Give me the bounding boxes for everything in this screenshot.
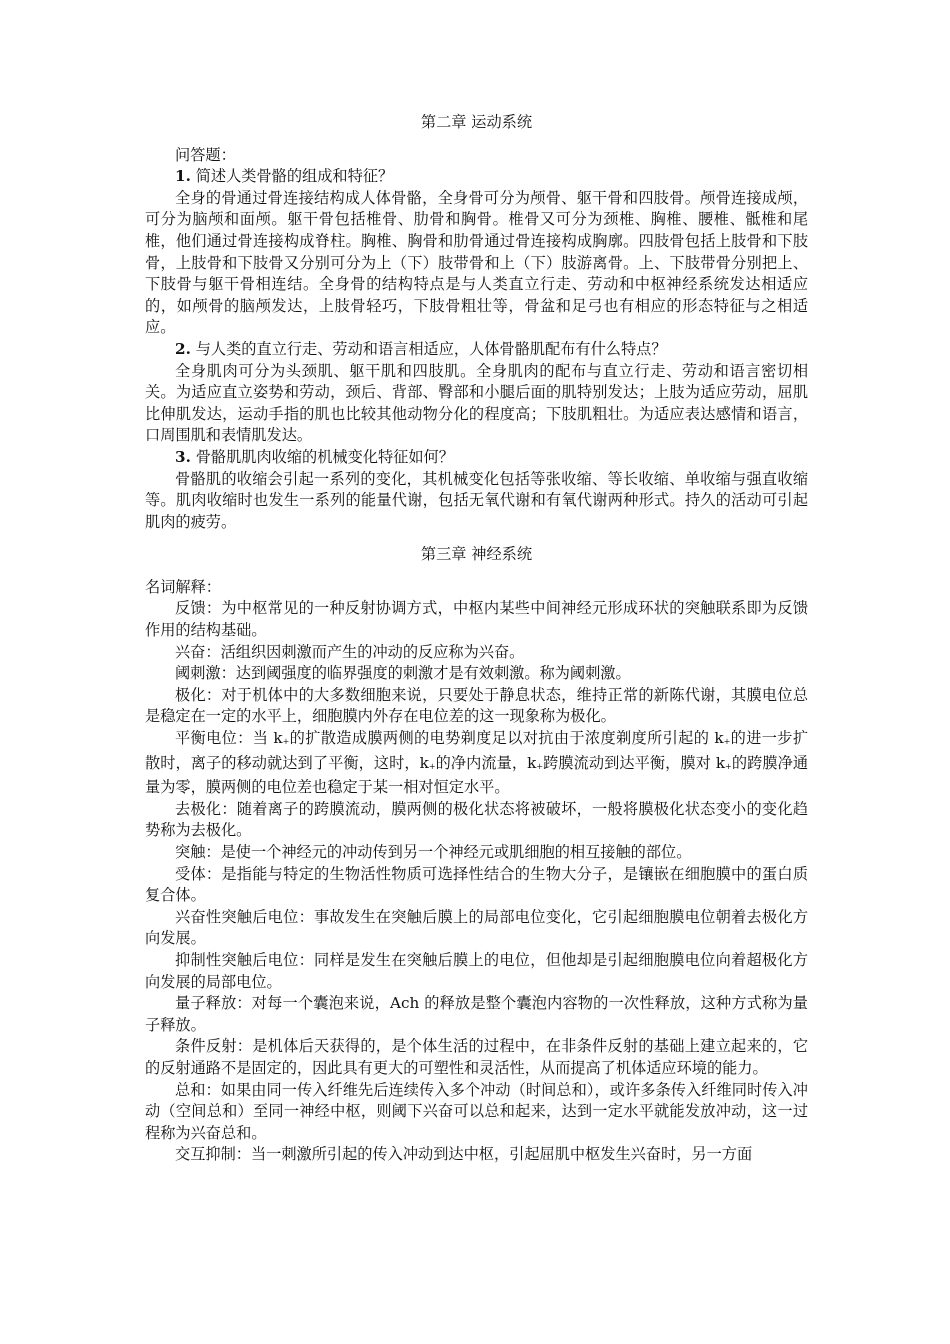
plus-subscript: + xyxy=(282,737,290,747)
term-depolarization: 去极化：随着离子的跨膜流动，膜两侧的极化状态将被破坏，一般将膜极化状态变小的变化趋势称为去极化。 xyxy=(145,799,808,840)
balance-text-f: 的跨膜净通量为零，膜两侧的电位差也稳定于某一相对恒定水平。 xyxy=(145,753,809,797)
balance-text-d: 的净内流量，k xyxy=(435,753,537,772)
term-polarization: 极化：对于机体中的大多数细胞来说，只要处于静息状态，维持正常的新陈代谢，其膜电位总是稳定在一定的水平上，细胞膜内外存在电位差的这一现象称为极化。 xyxy=(145,685,808,726)
question-2 xyxy=(145,339,808,361)
term-equilibrium-potential xyxy=(145,728,808,799)
term-summation: 总和：如果由同一传入纤维先后连续传入多个冲动（时间总和），或许多条传入纤维同时传入冲动（空间总和）至同一神经中枢，则阈下兴奋可以总和起来，达到一定水平就能发放冲动，这一过程称为兴奋总和。 xyxy=(145,1080,808,1142)
balance-text-b: 的扩散造成膜两侧的电势剃度足以对抗由于浓度剃度所引起的 k xyxy=(289,729,724,748)
plus-subscript: + xyxy=(723,737,731,747)
term-epsp: 兴奋性突触后电位：事故发生在突触后膜上的局部电位变化，它引起细胞膜电位朝着去极化方向发展。 xyxy=(145,907,808,948)
term-ipsp: 抑制性突触后电位：同样是发生在突触后膜上的电位，但他却是引起细胞膜电位向着超极化方向发展的局部电位。 xyxy=(145,950,808,991)
plus-subscript: + xyxy=(725,761,732,771)
term-conditioned-reflex: 条件反射：是机体后天获得的，是个体生活的过程中，在非条件反射的基础上建立起来的，它的反射通路不是固定的，因此具有更大的可塑性和灵活性，从而提高了机体适应环境的能力。 xyxy=(145,1037,808,1077)
question-number: 1. xyxy=(175,167,191,186)
term-receptor: 受体：是指能与特定的生物活性物质可选择性结合的生物大分子，是镶嵌在细胞膜中的蛋白质复合体。 xyxy=(145,864,808,905)
answer-3: 骨骼肌的收缩会引起一系列的变化，其机械变化包括等张收缩、等长收缩、单收缩与强直收缩等。肌肉收缩时也发生一系列的能量代谢，包括无氧代谢和有氧代谢两种形式。持久的活动可引起肌肉的疲劳。 xyxy=(145,469,808,531)
balance-text-c: 的进一步扩散时，离子的移动就达到了平衡，这时，k xyxy=(145,729,809,772)
answer-2: 全身肌肉可分为头颈肌、躯干肌和四肢肌。全身肌肉的配布与直立行走、劳动和语言密切相关。为适应直立姿势和劳动，颈后、背部、臀部和小腿后面的肌特别发达；上肢为适应劳动，屈肌比伸肌发达，运动手指的肌也比较其他动物分化的程度高；下肢肌粗壮。为适应表达感情和语言，口周围肌和表情肌发达。 xyxy=(145,361,808,445)
term-reciprocal-inhibition: 交互抑制：当一刺激所引起的传入冲动到达中枢，引起屈肌中枢发生兴奋时，另一方面 xyxy=(175,1145,753,1164)
chapter3-title: 第三章 神经系统 xyxy=(420,545,533,564)
question-3 xyxy=(145,447,808,469)
term-feedback: 反馈：为中枢常见的一种反射协调方式，中枢内某些中间神经元形成环状的突触联系即为反馈作用的结构基础。 xyxy=(145,599,808,640)
balance-text-a: 平衡电位：当 k xyxy=(175,729,283,748)
term-threshold-stimulus: 阈刺激：达到阈强度的临界强度的刺激才是有效刺激。称为阈刺激。 xyxy=(175,664,631,683)
question-text: 简述人类骨骼的组成和特征？ xyxy=(195,167,394,186)
answer-1: 全身的骨通过骨连接结构成人体骨骼，全身骨可分为颅骨、躯干骨和四肢骨。颅骨连接成颅，可分为脑颅和面颅。躯干骨包括椎骨、肋骨和胸骨。椎骨又可分为颈椎、胸椎、腰椎、骶椎和尾椎，他们通过骨连接构成脊柱。胸椎、胸骨和肋骨通过骨连接构成胸廓。四肢骨包括上肢骨和下肢骨，上肢骨和下肢骨又分别可分为上（下）肢带骨和上（下）肢游离骨。上、下肢带骨分别把上、下肢骨与躯干骨相连结。全身骨的结构特点是与人类直立行走、劳动和中枢神经系统发达相适应的，如颅骨的脑颅发达，上肢骨轻巧，下肢骨粗壮等，骨盆和足弓也有相应的形态特征与之相适应。 xyxy=(145,188,808,337)
question-number: 2. xyxy=(175,339,191,358)
term-quantal-release: 量子释放：对每一个囊泡来说，Ach 的释放是整个囊泡内容物的一次性释放，这种方式称为量子释放。 xyxy=(145,994,808,1034)
question-number: 3. xyxy=(175,447,191,466)
plus-subscript: + xyxy=(536,761,544,771)
balance-text-e: 跨膜流动到达平衡，膜对 k xyxy=(543,753,726,772)
document-page xyxy=(145,112,808,1166)
term-excitation: 兴奋：活组织因刺激而产生的冲动的反应称为兴奋。 xyxy=(175,642,525,661)
term-synapse: 突触：是使一个神经元的冲动传到另一个神经元或肌细胞的相互接触的部位。 xyxy=(175,843,692,861)
chapter2-title: 第二章 运动系统 xyxy=(420,113,533,131)
chapter3-section-label: 名词解释： xyxy=(145,577,221,596)
chapter2-section-label: 问答题： xyxy=(175,145,236,164)
question-text: 与人类的直立行走、劳动和语言相适应，人体骨骼肌配布有什么特点？ xyxy=(195,339,667,358)
question-1 xyxy=(145,166,808,188)
question-text: 骨骼肌肌肉收缩的机械变化特征如何？ xyxy=(195,447,454,466)
plus-subscript: + xyxy=(428,761,436,771)
